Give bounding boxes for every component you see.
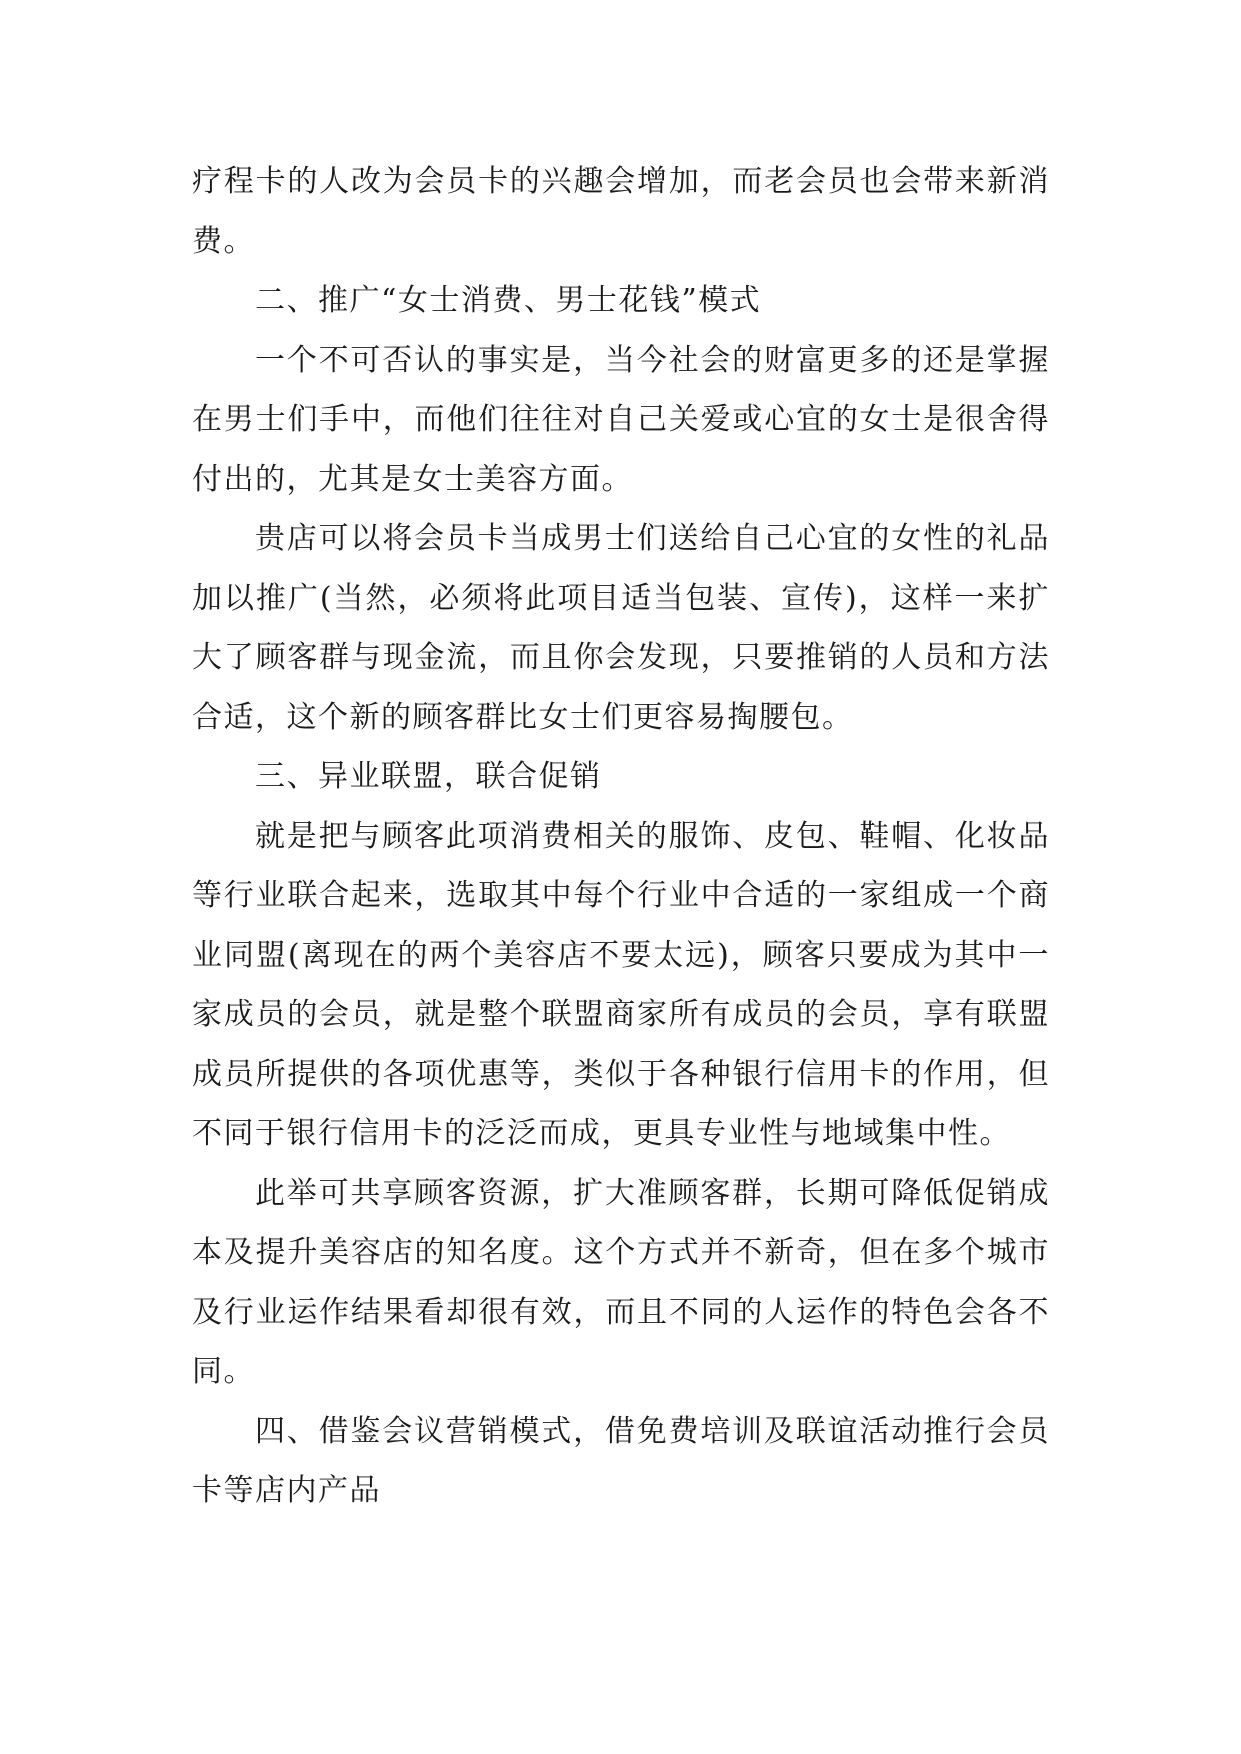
paragraph-continuation: 疗程卡的人改为会员卡的兴趣会增加，而老会员也会带来新消费。 [192, 164, 1050, 259]
paragraph: 就是把与顾客此项消费相关的服饰、皮包、鞋帽、化妆品等行业联合起来，选取其中每个行业中合适的一家组成一个商业同盟(离现在的两个美容店不要太远)，顾客只要成为其中一家成员的会员，就是整个联盟商家所有成员的会员，享有联盟成员所提供的各项优惠等，类似于各种银行信用卡的作用，但不同于银行信用卡的泛泛而成，更具专业性与地域集中性。 [192, 818, 1050, 1151]
paragraph: 贵店可以将会员卡当成男士们送给自己心宜的女性的礼品加以推广(当然，必须将此项目适当包装、宣传)，这样一来扩大了顾客群与现金流，而且你会发现，只要推销的人员和方法合适，这个新的顾客群比女士们更容易掏腰包。 [192, 521, 1050, 735]
paragraph: 一个不可否认的事实是，当今社会的财富更多的还是掌握在男士们手中，而他们往往对自己关爱或心宜的女士是很舍得付出的，尤其是女士美容方面。 [192, 342, 1050, 497]
paragraph: 此举可共享顾客资源，扩大准顾客群，长期可降低促销成本及提升美容店的知名度。这个方式并不新奇，但在多个城市及行业运作结果看却很有效，而且不同的人运作的特色会各不同。 [192, 1175, 1050, 1389]
section-heading-2: 二、推广“女士消费、男士花钱”模式 [255, 283, 762, 318]
section-heading-4: 四、借鉴会议营销模式，借免费培训及联谊活动推行会员卡等店内产品 [192, 1413, 1050, 1508]
document-body [192, 152, 1050, 1521]
section-heading-3: 三、异业联盟，联合促销 [255, 759, 602, 794]
